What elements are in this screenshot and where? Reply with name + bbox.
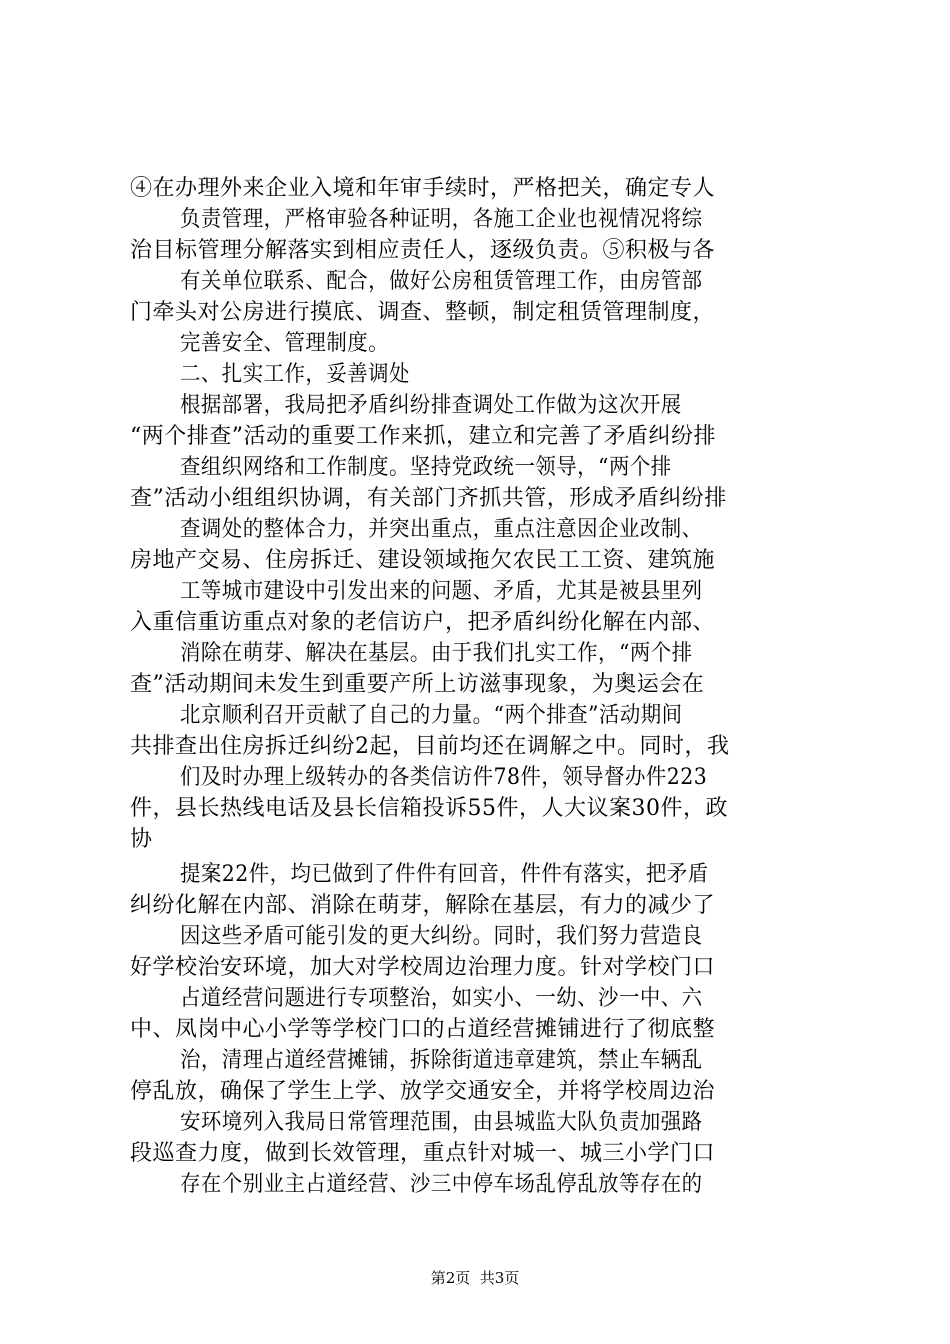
text-line-28: 中、凤岗中心小学等学校门口的占道经营摊铺进行了彻底整 [130, 1017, 716, 1042]
text-line-18: 北京顺利召开贡献了自己的力量。“两个排查”活动期间 [180, 703, 683, 728]
text-line-26: 好学校治安环境，加大对学校周边治理力度。针对学校门口 [130, 955, 716, 980]
text-line-21: 件，县长热线电话及县长信箱投诉55件，人大议案30件，政 [130, 796, 728, 821]
text-line-19: 共排查出住房拆迁纠纷2起，目前均还在调解之中。同时，我 [130, 734, 730, 759]
text-line-3: 治目标管理分解落实到相应责任人，逐级负责。⑤积极与各 [130, 238, 716, 263]
text-line-25: 因这些矛盾可能引发的更大纠纷。同时，我们努力营造良 [180, 924, 703, 949]
text-line-32: 段巡查力度，做到长效管理，重点针对城一、城三小学门口 [130, 1141, 716, 1166]
text-line-16: 消除在萌芽、解决在基层。由于我们扎实工作，“两个排 [180, 641, 693, 666]
text-line-29: 治，清理占道经营摊铺，拆除街道违章建筑，禁止车辆乱 [180, 1048, 703, 1073]
text-line-4: 有关单位联系、配合，做好公房租赁管理工作，由房管部 [180, 269, 703, 294]
text-line-8: 根据部署，我局把矛盾纠纷排查调处工作做为这次开展 [180, 393, 682, 418]
text-line-20: 们及时办理上级转办的各类信访件78件，领导督办件223 [180, 765, 708, 790]
text-line-30: 停乱放，确保了学生上学、放学交通安全，并将学校周边治 [130, 1079, 716, 1104]
text-line-6: 完善安全、管理制度。 [180, 331, 390, 356]
text-line-10: 查组织网络和工作制度。坚持党政统一领导，“两个排 [180, 455, 672, 480]
text-line-5: 门牵头对公房进行摸底、调查、整顿，制定租赁管理制度， [130, 300, 716, 325]
text-line-33: 存在个别业主占道经营、沙三中停车场乱停乱放等存在的 [180, 1172, 703, 1197]
text-line-23: 提案22件，均已做到了件件有回音，件件有落实，把矛盾 [180, 862, 709, 887]
text-line-12: 查调处的整体合力，并突出重点，重点注意因企业改制、 [180, 517, 703, 542]
text-line-31: 安环境列入我局日常管理范围，由县城监大队负责加强路 [180, 1110, 703, 1135]
text-line-9: “两个排查”活动的重要工作来抓，建立和完善了矛盾纠纷排 [130, 424, 716, 449]
text-line-22: 协 [130, 827, 153, 852]
section-heading: 二、扎实工作，妥善调处 [180, 362, 410, 387]
page-footer: 第2页 共3页 [430, 1269, 520, 1287]
text-line-14: 工等城市建设中引发出来的问题、矛盾，尤其是被县里列 [180, 579, 703, 604]
text-line-13: 房地产交易、住房拆迁、建设领域拖欠农民工工资、建筑施 [130, 548, 716, 573]
text-line-2: 负责管理，严格审验各种证明，各施工企业也视情况将综 [180, 207, 703, 232]
text-line-17: 查”活动期间未发生到重要产所上访滋事现象，为奥运会在 [130, 672, 705, 697]
text-line-15: 入重信重访重点对象的老信访户，把矛盾纠纷化解在内部、 [130, 610, 716, 635]
text-line-1: ④在办理外来企业入境和年审手续时，严格把关，确定专人 [130, 176, 716, 201]
text-line-24: 纠纷化解在内部、消除在萌芽，解除在基层，有力的减少了 [130, 893, 716, 918]
text-line-11: 查”活动小组组织协调，有关部门齐抓共管，形成矛盾纠纷排 [130, 486, 727, 511]
text-line-27: 占道经营问题进行专项整治，如实小、一幼、沙一中、六 [180, 986, 703, 1011]
